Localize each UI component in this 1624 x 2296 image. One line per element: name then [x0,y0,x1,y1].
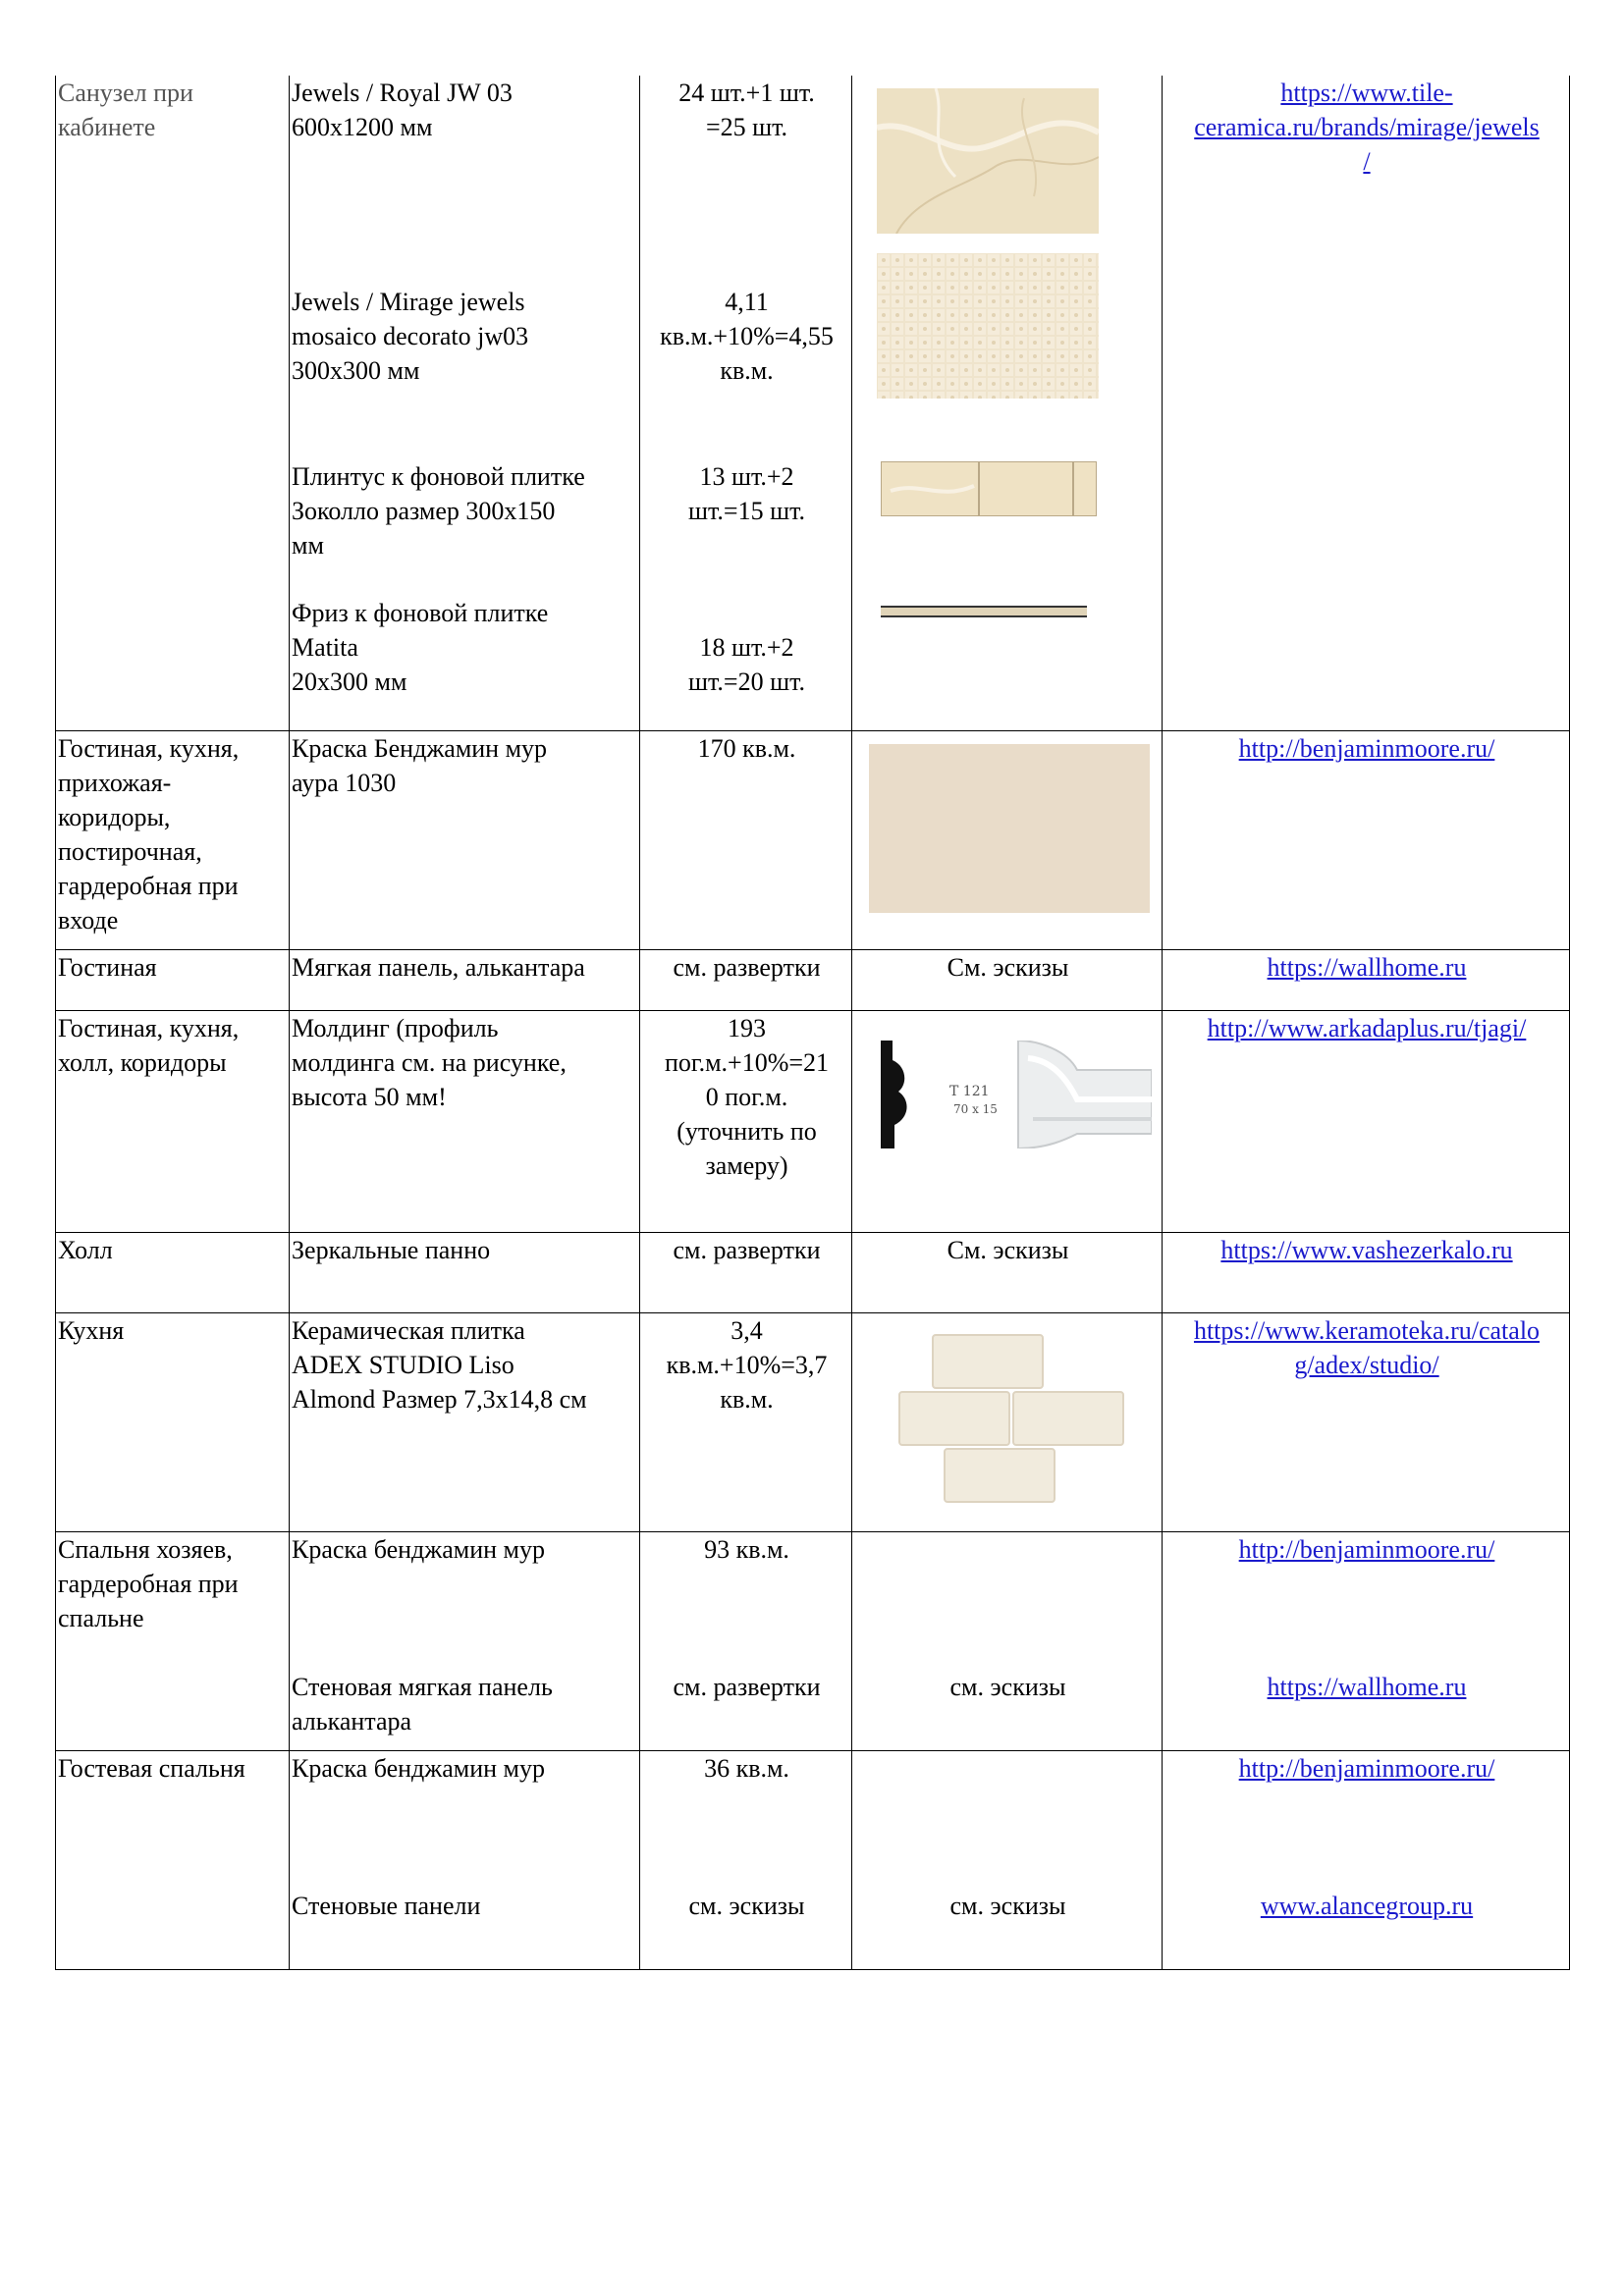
item-name: мм [292,531,324,560]
item-name: Мягкая панель, алькантара [292,953,585,982]
room-cell: Холл [58,1236,113,1264]
item-name: mosaico decorato jw03 [292,322,529,350]
room-cell: Санузел при кабинете [58,79,193,141]
sample-text: См. эскизы [947,1236,1069,1264]
item-name: аура 1030 [292,769,397,797]
item-name: 600x1200 мм [292,113,433,141]
quantity-text: 193 [728,1014,766,1042]
item-name: Краска Бенджамин мур [292,734,548,763]
quantity-text: 18 шт.+2 [699,633,794,662]
item-name: Краска бенджамин мур [292,1754,546,1783]
quantity-text: см. развертки [673,1236,821,1264]
quantity-text: шт.=20 шт. [687,667,806,696]
item-name: Зоколло размер 300x150 [292,497,556,525]
table-row [56,1233,1570,1313]
item-name: Jewels / Royal JW 03 [292,79,513,107]
sample-text: См. эскизы [947,953,1069,982]
item-name: 20x300 мм [292,667,407,696]
link-wallhome[interactable]: https://wallhome.ru [1267,953,1467,982]
link-keramoteka[interactable]: https://www.keramoteka.ru/catalo g/adex/studio/ [1193,1316,1541,1379]
molding-size-label: 70 x 15 [953,1102,998,1116]
quantity-text: шт.=15 шт. [687,497,806,525]
molding-profile-image [881,1041,1152,1148]
table-row [56,1532,1570,1751]
item-name: Молдинг (профиль [292,1014,499,1042]
quantity-text: (уточнить по [677,1117,817,1146]
sample-text: см. эскизы [949,1673,1066,1701]
marble-tile-image [877,88,1099,234]
room-cell: Гостиная, кухня, прихожая- коридоры, постирочная, гардеробная при входе [58,734,240,934]
plinth-image [881,461,1097,516]
link-benjaminmoore[interactable]: http://benjaminmoore.ru/ [1238,1754,1495,1783]
item-name: Jewels / Mirage jewels [292,288,525,316]
item-name: Фриз к фоновой плитке [292,599,549,627]
quantity-text: замеру) [705,1151,788,1180]
quantity-text: см. развертки [673,1673,821,1701]
item-name: Краска бенджамин мур [292,1535,546,1564]
item-name: Стеновые панели [292,1892,481,1920]
table-row [56,1751,1570,1970]
quantity-text: 13 шт.+2 [699,462,794,491]
item-name: Зеркальные панно [292,1236,491,1264]
quantity-text: 4,11 [725,288,769,316]
quantity-text: 24 шт.+1 шт. [678,79,815,107]
room-cell: Гостиная, кухня, холл, коридоры [58,1014,240,1077]
item-name: 300x300 мм [292,356,420,385]
item-name: Matita [292,633,358,662]
quantity-text: 0 пог.м. [705,1083,788,1111]
link-tile-ceramica[interactable]: https://www.tile- ceramica.ru/brands/mirage/jewels / [1194,79,1540,176]
sample-text: см. эскизы [949,1892,1066,1920]
item-name: ADEX STUDIO Liso [292,1351,514,1379]
quantity-text: см. развертки [673,953,821,982]
quantity-text: кв.м.+10%=3,7 [666,1351,828,1379]
room-cell: Спальня хозяев, гардеробная при спальне [58,1535,239,1632]
mosaic-tile-image [877,253,1099,399]
link-vashezerkalo[interactable]: https://www.vashezerkalo.ru [1220,1236,1513,1264]
link-benjaminmoore[interactable]: http://benjaminmoore.ru/ [1238,734,1495,763]
room-cell: Гостиная [58,953,157,982]
molding-code-label: T 121 [949,1084,990,1099]
table-row [56,76,1570,731]
quantity-text: =25 шт. [705,113,788,141]
specification-table [55,76,1570,1970]
frieze-image [881,606,1087,617]
wall-tile-image [893,1331,1129,1508]
quantity-text: 170 кв.м. [697,734,796,763]
table-row [56,1313,1570,1532]
link-wallhome[interactable]: https://wallhome.ru [1267,1673,1467,1701]
item-name: Керамическая плитка [292,1316,525,1345]
room-cell: Кухня [58,1316,125,1345]
table-row [56,950,1570,1011]
link-alancegroup[interactable]: www.alancegroup.ru [1260,1892,1474,1920]
quantity-text: 93 кв.м. [704,1535,789,1564]
quantity-text: 36 кв.м. [704,1754,789,1783]
quantity-text: кв.м.+10%=4,55 [660,322,834,350]
link-arkadaplus[interactable]: http://www.arkadaplus.ru/tjagi/ [1207,1014,1527,1042]
item-name: Almond Размер 7,3x14,8 см [292,1385,587,1414]
quantity-text: кв.м. [720,1385,774,1414]
quantity-text: см. эскизы [688,1892,805,1920]
item-name: молдинга см. на рисунке, [292,1048,567,1077]
quantity-text: пог.м.+10%=21 [664,1048,830,1077]
item-name: Плинтус к фоновой плитке [292,462,585,491]
item-name: высота 50 мм! [292,1083,447,1111]
quantity-text: 3,4 [731,1316,763,1345]
table-row [56,731,1570,950]
paint-swatch-image [869,744,1150,913]
quantity-text: кв.м. [720,356,774,385]
link-benjaminmoore[interactable]: http://benjaminmoore.ru/ [1238,1535,1495,1564]
item-name: Стеновая мягкая панель [292,1673,553,1701]
room-cell: Гостевая спальня [58,1754,245,1783]
table-row [56,1011,1570,1233]
item-name: алькантара [292,1707,412,1735]
